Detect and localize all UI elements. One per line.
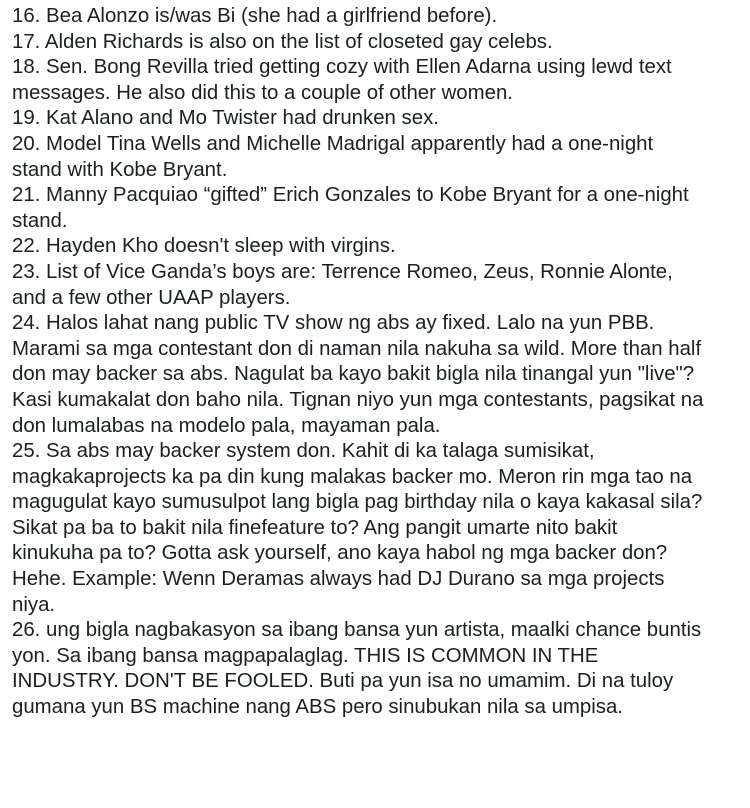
text-line: gumana yun BS machine nang ABS pero sinubukan nila sa umpisa.	[12, 696, 623, 719]
text-line: Sikat pa ba to bakit nila finefeature to? Ang pangit umarte nito bakit	[12, 516, 618, 539]
text-line: niya.	[12, 593, 56, 616]
text-line: 20. Model Tina Wells and Michelle Madrigal apparently had a one-night	[12, 132, 654, 155]
text-line: 23. List of Vice Ganda’s boys are: Terrence Romeo, Zeus, Ronnie Alonte,	[12, 260, 673, 283]
text-line: stand with Kobe Bryant.	[12, 158, 228, 181]
text-line: 18. Sen. Bong Revilla tried getting cozy with Ellen Adarna using lewd text	[12, 56, 672, 79]
text-line: magugulat kayo sumusulpot lang bigla pag birthday nila o kaya kakasal sila?	[12, 491, 703, 514]
text-line: 26. ung bigla nagbakasyon sa ibang bansa yun artista, maalki chance buntis	[12, 619, 702, 642]
text-line: Hehe. Example: Wenn Deramas always had DJ Durano sa mga projects	[12, 568, 665, 591]
text-line: yon. Sa ibang bansa magpapalaglag. THIS IS COMMON IN THE	[12, 644, 599, 667]
text-line: INDUSTRY. DON'T BE FOOLED. Buti pa yun isa no umamim. Di na tuloy	[12, 670, 674, 693]
text-line: Kasi kumakalat don baho nila. Tignan niyo yun mga contestants, pagsikat na	[12, 388, 704, 411]
text-line: Marami sa mga contestant don di naman nila nakuha sa wild. More than half	[12, 337, 702, 360]
text-line: magkakaprojects ka pa din kung malakas backer mo. Meron rin mga tao na	[12, 465, 693, 488]
text-line: don lumalabas na modelo pala, mayaman pala.	[12, 414, 441, 437]
text-line: don may backer sa abs. Nagulat ba kayo bakit bigla nila tinangal yun "live"?	[12, 363, 695, 386]
text-line: and a few other UAAP players.	[12, 286, 291, 309]
text-line: kinukuha pa to? Gotta ask yourself, ano kaya habol ng mga backer don?	[12, 542, 668, 565]
text-line: 19. Kat Alano and Mo Twister had drunken sex.	[12, 107, 439, 130]
text-line: 25. Sa abs may backer system don. Kahit di ka talaga sumisikat,	[12, 440, 595, 463]
text-line: 16. Bea Alonzo is/was Bi (she had a girlfriend before).	[12, 5, 498, 27]
text-line: 17. Alden Richards is also on the list of closeted gay celebs.	[12, 30, 553, 53]
text-line: 21. Manny Pacquiao “gifted” Erich Gonzales to Kobe Bryant for a one-night	[12, 184, 689, 207]
text-line: 24. Halos lahat nang public TV show ng abs ay fixed. Lalo na yun PBB.	[12, 312, 655, 335]
text-line: messages. He also did this to a couple of other women.	[12, 81, 513, 104]
text-line: 22. Hayden Kho doesn't sleep with virgins.	[12, 235, 396, 258]
text-line: stand.	[12, 209, 68, 232]
